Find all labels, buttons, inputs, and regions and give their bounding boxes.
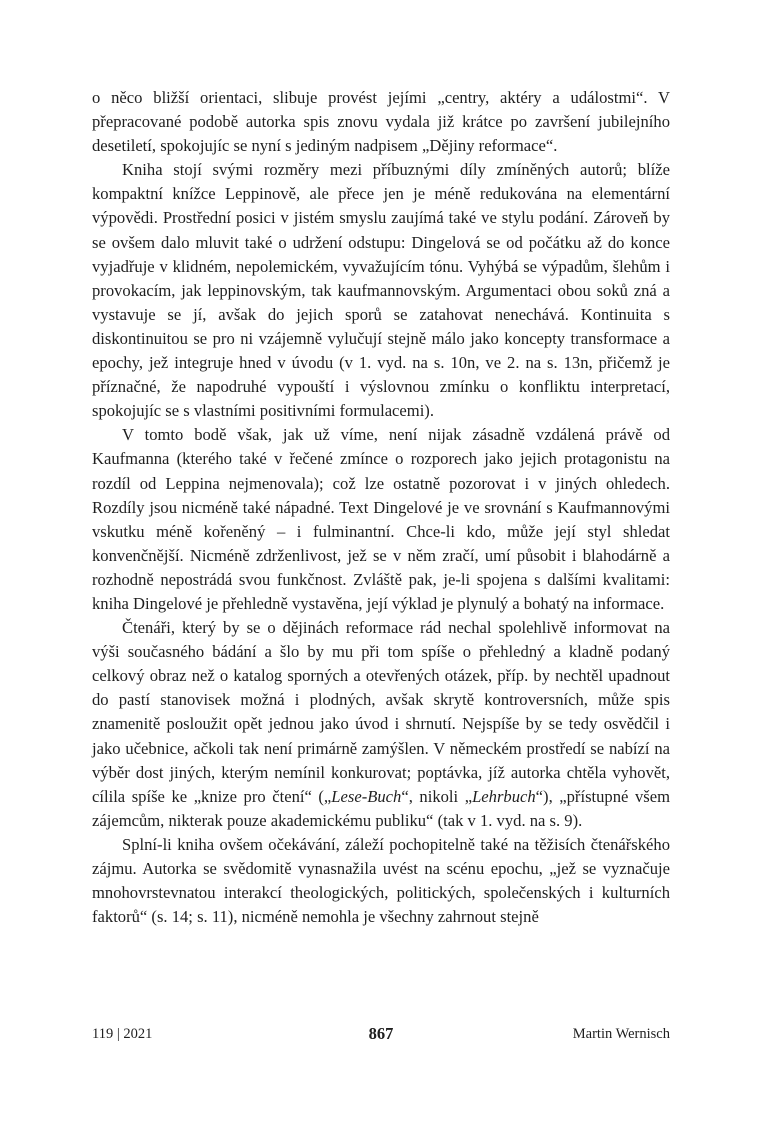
paragraph <box>92 86 670 158</box>
paragraph <box>92 833 670 929</box>
paragraph-text: “), „přístupné všem zájemcům, nikterak pouze akademickému publiku“ (tak v 1. vyd. na s. 9). <box>92 786 670 830</box>
page-footer <box>92 1024 670 1048</box>
paragraph <box>92 616 670 833</box>
paragraph-text: Čtenáři, který by se o dějinách reformace rád nechal spolehlivě informovat na výši současného bádání a šlo by mu při tom spíše o přehledný a kladně podaný celkový obraz než o katalog sporných a otevřených otázek, příp. by nechtěl upadnout do pastí stanovisek možná i plodných, avšak skrytě kontroversních, může spis znamenitě posloužit opět jednou jako úvod i shrnutí. Nejspíše by se tedy osvědčil i jako učebnice, ačkoli tak není primárně zamýšlen. V německém prostředí se nabízí na výběr dost jiných, kterým nemínil konkurovat; poptávka, jíž autorka chtěla vyhovět, cílila spíše ke „knize pro čtení“ („ <box>92 618 670 806</box>
paragraph <box>92 423 670 616</box>
paragraph <box>92 158 670 423</box>
paragraph-text: “, nikoli „ <box>401 786 473 806</box>
paragraph-text: o něco bližší orientaci, slibuje provést jejími „centry, aktéry a událostmi“. V přepracované podobě autorka spis znovu vydala již krátce po završení jubilejního desetiletí, spokojujíc se nyní s jediným nadpisem „Dějiny reformace“. <box>92 88 670 156</box>
italic-term: Lese-Buch <box>331 786 402 806</box>
article-body <box>92 86 670 929</box>
issue-label: 119 | 2021 <box>92 1026 153 1042</box>
paragraph-text: V tomto bodě však, jak už víme, není nijak zásadně vzdálená právě od Kaufmanna (kterého také v řečené zmínce o rozporech jako jejich protagonistu na rozdíl od Leppina nejmenovala); což lze ostatně pozorovat i v jiných ohledech. Rozdíly jsou nicméně také nápadné. Text Dingelové je ve srovnání s Kaufmannovými vskutku méně kořeněný – i fulminantní. Chce-li kdo, může její styl shledat konvenčnější. Nicméně zdrženlivost, jež se v něm zračí, umí působit i blahodárně a rozhodně nepostrádá svou funkčnost. Zvláště pak, je-li spojena s dalšími kvalitami: kniha Dingelové je přehledně vystavěna, její výklad je plynulý a bohatý na informace. <box>92 425 670 613</box>
italic-term: Lehrbuch <box>472 786 536 806</box>
author-name: Martin Wernisch <box>572 1026 670 1042</box>
paragraph-text: Splní-li kniha ovšem očekávání, záleží pochopitelně také na těžisích čtenářského zájmu. Autorka se svědomitě vynasnažila uvést na scénu epochu, „jež se vyznačuje mnohovrstevnatou interakcí theologických, politických, společenských i kulturních faktorů“ (s. 14; s. 11), nicméně nemohla je všechny zahrnout stejně <box>92 834 670 927</box>
page-number: 867 <box>368 1024 394 1043</box>
paragraph-text: Kniha stojí svými rozměry mezi příbuznými díly zmíněných autorů; blíže kompaktní knížce Leppinově, ale přece jen je méně redukována na elementární výpovědi. Prostřední posici v jistém smyslu zaujímá také ve stylu podání. Zároveň by se ovšem dalo mluvit také o udržení odstupu: Dingelová se od počátku až do konce vyjadřuje v klidném, nepolemickém, vyvažujícím tónu. Vyhýbá se výpadům, šlehům i provokacím, jak leppinovským, tak kaufmannovským. Argumentaci obou soků zná a vystavuje se jí, avšak do jejich sporů se zatahovat nenechává. Kontinuita s diskontinuitou se pro ni vzájemně vylučují stejně málo jako koncepty transformace a epochy, jež integruje hned v úvodu (v 1. vyd. na s. 10n, ve 2. na s. 13n, přičemž je příznačné, že napodruhé vypouští i výslovnou zmínku o konfliktu interpretací, spokojujíc se s vlastními positivními formulacemi). <box>92 160 670 421</box>
